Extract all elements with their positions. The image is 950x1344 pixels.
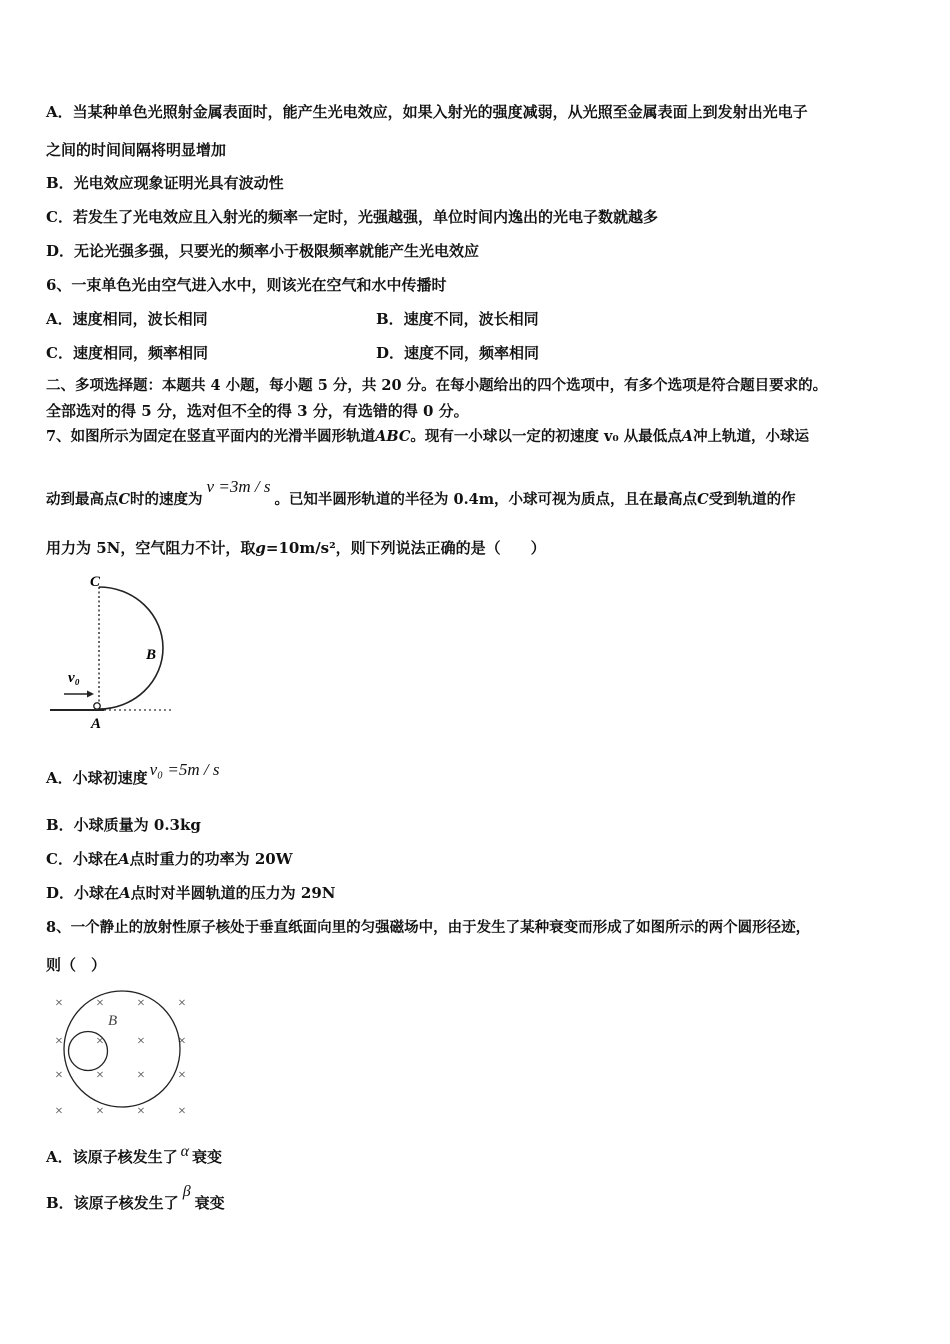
q6-option-c: C．速度相同，频率相同: [46, 344, 208, 362]
field-into-page-marker: ×: [96, 1034, 104, 1049]
field-into-page-marker: ×: [55, 1034, 63, 1049]
q6-option-a: A．速度相同，波长相同: [46, 310, 208, 328]
q7-stem-line3: 用力为 5N，空气阻力不计，取g=10m/s²，则下列说法正确的是（ ）: [46, 539, 546, 557]
field-into-page-marker: ×: [96, 1068, 104, 1083]
q6-stem: 6、一束单色光由空气进入水中，则该光在空气和水中传播时: [46, 276, 447, 294]
label-a: A: [91, 716, 102, 732]
q8-magnetic-field-figure: [46, 990, 196, 1120]
q6-option-b: B．速度不同，波长相同: [376, 310, 539, 328]
section2-scoring: 全部选对的得 5 分，选对但不全的得 3 分，有选错的得 0 分。: [46, 402, 469, 420]
q5-option-a-line2: 之间的时间间隔将明显增加: [46, 141, 227, 159]
field-into-page-marker: ×: [96, 996, 104, 1011]
label-c: C: [90, 574, 101, 590]
q7-stem-line1: 7、如图所示为固定在竖直平面内的光滑半圆形轨道ABC。现有一小球以一定的初速度 v₀ 从最低点A冲上轨道，小球运: [46, 428, 810, 445]
large-track-circle: [64, 991, 180, 1107]
q8-option-a: A．该原子核发生了 α 衰变: [46, 1143, 223, 1166]
beta-symbol: β: [182, 1183, 191, 1200]
q7-option-d: D．小球在A点时对半圆轨道的压力为 29N: [46, 884, 336, 902]
q8-option-b: B．该原子核发生了β衰变: [46, 1183, 225, 1212]
field-into-page-marker: ×: [178, 996, 186, 1011]
q7-option-a: A．小球初速度 v₀ =5m / s: [46, 760, 220, 787]
field-into-page-marker: ×: [178, 1068, 186, 1083]
field-into-page-marker: ×: [178, 1034, 186, 1049]
q5-option-b: B．光电效应现象证明光具有波动性: [46, 174, 284, 192]
alpha-symbol: α: [180, 1143, 190, 1160]
section2-heading: 二、多项选择题：本题共 4 小题，每小题 5 分，共 20 分。在每小题给出的四个选项中，有多个选项是符合题目要求的。: [46, 377, 828, 394]
field-into-page-marker: ×: [137, 1068, 145, 1083]
field-into-page-marker: ×: [137, 996, 145, 1011]
q7-option-c: C．小球在A点时重力的功率为 20W: [46, 850, 293, 868]
q8-stem-line1: 8、一个静止的放射性原子核处于垂直纸面向里的匀强磁场中，由于发生了某种衰变而形成了如图所示的两个圆形径迹，: [46, 919, 811, 936]
q5-option-c: C．若发生了光电效应且入射光的频率一定时，光强越强，单位时间内逸出的光电子数就越多: [46, 208, 658, 226]
q6-option-d: D．速度不同，频率相同: [376, 344, 540, 362]
field-into-page-marker: ×: [55, 1104, 63, 1119]
q7-option-b: B．小球质量为 0.3kg: [46, 816, 201, 834]
q7-stem-line2: 动到最高点C时的速度为v =3m / s。已知半圆形轨道的半径为 0.4m，小球可视为质点，且在最高点C受到轨道的作: [46, 477, 796, 508]
ball: [94, 703, 100, 709]
field-into-page-marker: ×: [96, 1104, 104, 1119]
velocity-arrowhead: [87, 691, 94, 698]
q5-option-d: D．无论光强多强，只要光的频率小于极限频率就能产生光电效应: [46, 242, 480, 260]
field-into-page-marker: ×: [137, 1034, 145, 1049]
field-into-page-marker: ×: [178, 1104, 186, 1119]
q7-initial-speed-formula: v₀ =5m / s: [149, 760, 220, 779]
q8-stem-line2: 则（ ）: [46, 956, 107, 974]
label-b: B: [146, 647, 157, 663]
q7-speed-formula: v =3m / s: [206, 477, 271, 496]
field-label-b: B: [108, 1013, 118, 1029]
label-v0: v₀: [68, 670, 80, 686]
field-into-page-marker: ×: [137, 1104, 145, 1119]
q7-track-figure: [44, 570, 184, 732]
field-into-page-marker: ×: [55, 996, 63, 1011]
q5-option-a-line1: A．当某种单色光照射金属表面时，能产生光电效应，如果入射光的强度减弱，从光照至金属表面上到发射出光电子: [46, 103, 808, 121]
field-into-page-marker: ×: [55, 1068, 63, 1083]
